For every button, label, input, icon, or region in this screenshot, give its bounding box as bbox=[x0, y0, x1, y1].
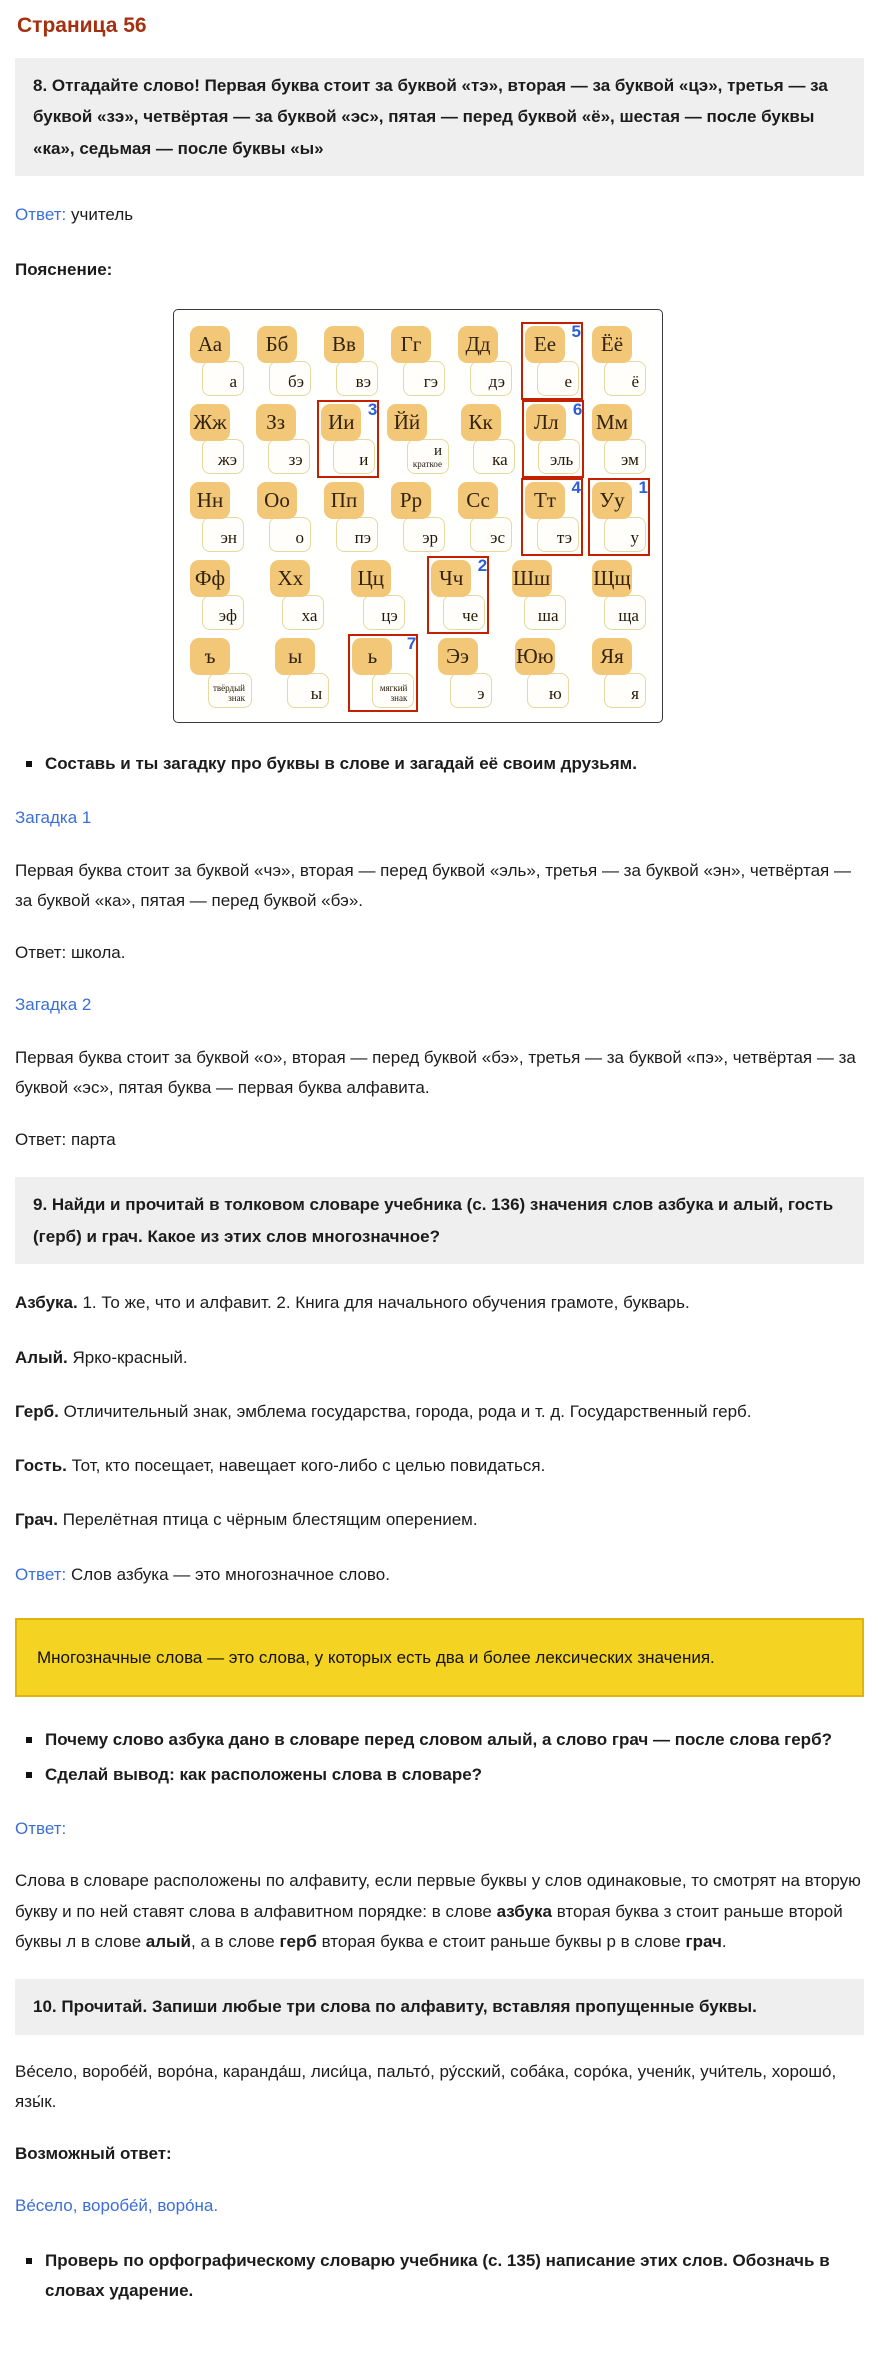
alphabet-cell-Гг: Гг гэ bbox=[391, 326, 445, 396]
definition-note-text: Многозначные слова — это слова, у которых есть два и более лексических значения. bbox=[37, 1647, 715, 1667]
question-9-box bbox=[15, 1177, 864, 1264]
riddle-2-answer: Ответ: парта bbox=[15, 1130, 116, 1150]
definition-note-box bbox=[15, 1618, 864, 1697]
alphabet-cell-Оо: Оо о bbox=[257, 482, 311, 552]
alphabet-cell-Пп: Пп пэ bbox=[324, 482, 378, 552]
answer-8-label: Ответ: bbox=[15, 205, 67, 225]
bullet-why-order: Почему слово азбука дано в словаре перед словом алый, а слово грач — после слова герб? bbox=[23, 1725, 864, 1756]
alphabet-cell-Сс: Сс эс bbox=[458, 482, 512, 552]
explanation-label: Пояснение: bbox=[15, 259, 113, 279]
task-bullets-8 bbox=[15, 749, 864, 780]
alphabet-cell-Уу: Уу у 1 bbox=[592, 482, 646, 552]
alphabet-order-number: 4 bbox=[571, 477, 581, 497]
alphabet-cell-Нн: Нн эн bbox=[190, 482, 244, 552]
question-10-text: 10. Прочитай. Запиши любые три слова по алфавиту, вставляя пропущенные буквы. bbox=[33, 1997, 757, 2017]
alphabet-cell-Кк: Кк ка bbox=[461, 404, 515, 474]
riddle-1-link-row bbox=[15, 803, 864, 833]
task-bullets-10 bbox=[15, 2246, 864, 2307]
question-10-box bbox=[15, 1979, 864, 2034]
alphabet-cell-Жж: Жж жэ bbox=[190, 404, 244, 474]
alphabet-cell-Цц: Цц цэ bbox=[351, 560, 405, 630]
riddle-2-link-row bbox=[15, 990, 864, 1020]
answer-8-value: учитель bbox=[70, 205, 134, 225]
possible-answer-label: Возможный ответ: bbox=[15, 2144, 172, 2164]
riddle-2-link[interactable]: Загадка 2 bbox=[15, 995, 92, 1015]
alphabet-cell-Чч: Чч че 2 bbox=[431, 560, 485, 630]
question-8-text: 8. Отгадайте слово! Первая буква стоит за буквой «тэ», вторая — за буквой «цэ», третья — за буквой «зэ», четвёртая — за буквой «эс», пятая — перед буквой «ё», шестая — после буквы «ка», седьмая — после буквы «ы» bbox=[33, 76, 828, 158]
alphabet-cell-Ее: Ее е 5 bbox=[525, 326, 579, 396]
alphabet-order-number: 2 bbox=[477, 555, 488, 575]
definition: Грач. Перелётная птица с чёрным блестящим оперением. bbox=[15, 1510, 478, 1530]
page-title: Страница 56 bbox=[17, 14, 147, 37]
riddle-1-link[interactable]: Загадка 1 bbox=[15, 808, 92, 828]
alphabet-cell-ь: ь мягкий знак 7 bbox=[352, 638, 414, 708]
alphabet-cell-Фф: Фф эф bbox=[190, 560, 244, 630]
definition: Алый. Ярко-красный. bbox=[15, 1347, 188, 1367]
definition: Азбука. 1. То же, что и алфавит. 2. Книга для начального обучения грамоте, букварь. bbox=[15, 1293, 690, 1313]
alphabet-cell-Дд: Дд дэ bbox=[458, 326, 512, 396]
dictionary-conclusion: Слова в словаре расположены по алфавиту, если первые буквы у слов одинаковые, то смотрят на вторую букву и по ней ставят слова в алфавитном порядке: в слове азбука вторая буква з стоит раньше второй буквы л в слове алый, а в слове герб вторая буква е стоит раньше буквы р в слове грач. bbox=[15, 1871, 861, 1951]
alphabet-cell-Щщ: Щщ ща bbox=[592, 560, 646, 630]
alphabet-order-number: 3 bbox=[367, 399, 378, 419]
alphabet-cell-Бб: Бб бэ bbox=[257, 326, 311, 396]
riddle-1-answer: Ответ: школа. bbox=[15, 943, 126, 963]
possible-answer-row bbox=[15, 2191, 864, 2221]
answer-9b-label-row bbox=[15, 1814, 864, 1844]
possible-answer-link[interactable]: Ве́село, воробе́й, воро́на. bbox=[15, 2196, 219, 2216]
alphabet-cell-Хх: Хх ха bbox=[270, 560, 324, 630]
bullet-make-riddle: Составь и ты загадку про буквы в слове и загадай её своим друзьям. bbox=[23, 749, 864, 780]
alphabet-cell-Лл: Лл эль 6 bbox=[526, 404, 580, 474]
alphabet-cell-ы: ы ы bbox=[275, 638, 329, 708]
alphabet-cell-Яя: Яя я bbox=[592, 638, 646, 708]
alphabet-cell-Йй: Йй и краткое bbox=[387, 404, 449, 474]
alphabet-cell-Мм: Мм эм bbox=[592, 404, 646, 474]
alphabet-cell-Зз: Зз зэ bbox=[256, 404, 310, 474]
bullet-check-spelling: Проверь по орфографическому словарю учебника (с. 135) написание этих слов. Обозначь в словах ударение. bbox=[23, 2246, 864, 2307]
alphabet-table bbox=[173, 309, 663, 723]
alphabet-order-number: 6 bbox=[572, 399, 583, 419]
answer-9-label: Ответ: bbox=[15, 1564, 67, 1584]
bullet-conclusion: Сделай вывод: как расположены слова в словаре? bbox=[23, 1760, 864, 1791]
task-bullets-9 bbox=[15, 1725, 864, 1790]
alphabet-cell-Аа: Аа а bbox=[190, 326, 244, 396]
riddle-2-text: Первая буква стоит за буквой «о», вторая — перед буквой «бэ», третья — за буквой «пэ», четвёртая — за буквой «эс», пятая буква — первая буква алфавита. bbox=[15, 1047, 856, 1097]
alphabet-cell-Ии: Ии и 3 bbox=[321, 404, 375, 474]
definitions bbox=[15, 1288, 864, 1535]
question-8-box bbox=[15, 58, 864, 176]
alphabet-cell-Юю: Юю ю bbox=[515, 638, 569, 708]
alphabet-order-number: 5 bbox=[571, 321, 581, 341]
question-9-text: 9. Найди и прочитай в толковом словаре учебника (с. 136) значения слов азбука и алый, гость (герб) и грач. Какое из этих слов многозначное? bbox=[33, 1195, 834, 1246]
riddle-1-text: Первая буква стоит за буквой «чэ», вторая — перед буквой «эль», третья — за буквой «эн», четвёртая — за буквой «ка», пятая — перед буквой «бэ». bbox=[15, 860, 851, 910]
alphabet-cell-Вв: Вв вэ bbox=[324, 326, 378, 396]
alphabet-cell-Тт: Тт тэ 4 bbox=[525, 482, 579, 552]
answer-8 bbox=[15, 200, 864, 230]
alphabet-cell-Ёё: Ёё ё bbox=[592, 326, 646, 396]
word-list: Ве́село, воробе́й, воро́на, каранда́ш, лиси́ца, пальто́, ру́сский, соба́ка, соро́ка, учени́к, учи́тель, хорошо́, язы́к. bbox=[15, 2061, 837, 2111]
alphabet-order-number: 1 bbox=[638, 477, 648, 497]
answer-9b-label: Ответ: bbox=[15, 1819, 67, 1839]
definition: Гость. Тот, кто посещает, навещает кого-либо с целью повидаться. bbox=[15, 1456, 546, 1476]
definition: Герб. Отличительный знак, эмблема государства, города, рода и т. д. Государственный герб. bbox=[15, 1401, 752, 1421]
alphabet-cell-Шш: Шш ша bbox=[512, 560, 566, 630]
answer-9-value: Слов азбука — это многозначное слово. bbox=[70, 1564, 390, 1584]
alphabet-cell-Ээ: Ээ э bbox=[438, 638, 492, 708]
alphabet-cell-ъ: ъ твёрдый знак bbox=[190, 638, 252, 708]
alphabet-order-number: 7 bbox=[406, 633, 417, 653]
answer-9 bbox=[15, 1560, 864, 1590]
alphabet-cell-Рр: Рр эр bbox=[391, 482, 445, 552]
